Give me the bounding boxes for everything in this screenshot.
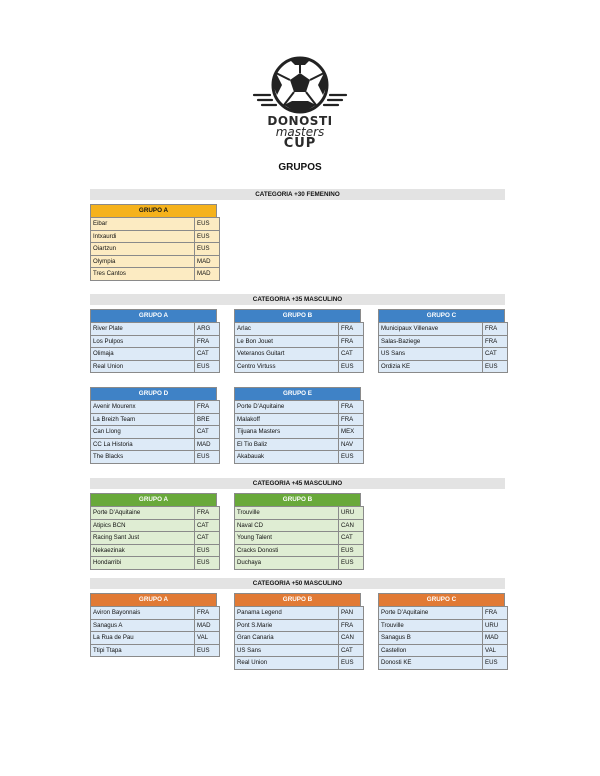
team-region-code: FRA [195,401,220,414]
team-region-code: EUS [339,451,364,464]
group-table [90,387,217,464]
team-region-code: EUS [339,657,364,670]
team-name: Porte D'Aquitaine [91,507,195,520]
group-table [90,309,217,373]
team-region-code: FRA [339,413,364,426]
team-region-code: EUS [339,544,364,557]
team-row [91,243,220,256]
team-name: Real Union [235,657,339,670]
team-name: Tijuana Masters [235,426,339,439]
category-title: CATEGORIA +50 MASCULINO [90,578,505,589]
team-row [91,557,220,570]
team-region-code: PAN [339,607,364,620]
group-table [234,387,361,464]
team-row [235,657,364,670]
team-name: Gran Canaria [235,632,339,645]
team-row [235,507,364,520]
team-row [235,360,364,373]
category-title: CATEGORIA +45 MASCULINO [90,478,505,489]
team-name: Intxaurdi [91,230,195,243]
group-header: GRUPO C [378,593,505,606]
team-region-code: EUS [195,360,220,373]
group-header: GRUPO C [378,309,505,322]
team-row [91,218,220,231]
group-header: GRUPO A [90,204,217,217]
team-row [91,438,220,451]
group-table [378,593,505,670]
team-name: Veteranos Guitart [235,348,339,361]
team-row [91,348,220,361]
team-name: River Plate [91,323,195,336]
team-name: Le Bon Jouet [235,335,339,348]
team-region-code: EUS [483,657,508,670]
team-row [91,544,220,557]
team-name: Hondarribi [91,557,195,570]
team-region-code: EUS [195,451,220,464]
team-region-code: URU [339,507,364,520]
team-region-code: VAL [195,632,220,645]
team-region-code: EUS [339,360,364,373]
team-region-code: CAN [339,632,364,645]
group-header: GRUPO A [90,593,217,606]
team-row [379,607,508,620]
team-name: Cracks Donosti [235,544,339,557]
team-row [235,335,364,348]
team-name: Olimaja [91,348,195,361]
team-region-code: VAL [483,644,508,657]
team-region-code: FRA [339,323,364,336]
team-row [91,268,220,281]
team-row [379,323,508,336]
group-header: GRUPO A [90,493,217,506]
donosti-masters-cup-logo [250,55,350,155]
group-header: GRUPO B [234,309,361,322]
team-name: Oiartzun [91,243,195,256]
team-name: La Rua de Pau [91,632,195,645]
group-table [90,593,217,657]
team-name: Panama Legend [235,607,339,620]
logo-line-cup: CUP [283,136,317,151]
team-row [379,632,508,645]
team-row [235,607,364,620]
team-region-code: CAT [195,532,220,545]
team-row [235,519,364,532]
category-title: CATEGORIA +35 MASCULINO [90,294,505,305]
team-name: Trouville [235,507,339,520]
team-name: Porte D'Aquitaine [235,401,339,414]
group-header: GRUPO B [234,493,361,506]
team-region-code: EUS [195,557,220,570]
team-row [235,438,364,451]
team-region-code: FRA [195,335,220,348]
team-name: Naval CD [235,519,339,532]
team-region-code: FRA [483,607,508,620]
team-row [235,323,364,336]
team-row [235,426,364,439]
team-region-code: FRA [339,401,364,414]
team-row [91,519,220,532]
team-row [379,335,508,348]
team-name: Sanagus B [379,632,483,645]
team-name: Donosti KE [379,657,483,670]
team-row [91,255,220,268]
team-row [91,451,220,464]
team-region-code: MAD [195,255,220,268]
team-region-code: EUS [195,230,220,243]
team-region-code: FRA [483,335,508,348]
team-name: Akabauak [235,451,339,464]
team-region-code: CAT [195,348,220,361]
team-name: Castellon [379,644,483,657]
logo-line-donosti: DONOSTI [267,114,333,128]
team-region-code: FRA [195,607,220,620]
team-name: Centro Virtuss [235,360,339,373]
team-row [235,557,364,570]
team-name: Malakoff [235,413,339,426]
team-row [91,323,220,336]
logo-line-masters: masters [275,125,325,139]
team-name: Duchaya [235,557,339,570]
team-region-code: EUS [339,557,364,570]
group-header: GRUPO E [234,387,361,400]
group-table [90,493,217,570]
soccer-ball-icon [250,55,350,117]
team-name: Trouville [379,619,483,632]
team-name: El Tio Baliz [235,438,339,451]
team-row [379,619,508,632]
group-header: GRUPO A [90,309,217,322]
team-row [235,619,364,632]
group-header: GRUPO B [234,593,361,606]
team-name: Racing Sant Just [91,532,195,545]
team-name: Los Pulpos [91,335,195,348]
team-name: Salas-Baziege [379,335,483,348]
team-row [379,360,508,373]
team-row [91,632,220,645]
team-region-code: MAD [195,438,220,451]
team-region-code: ARG [195,323,220,336]
team-region-code: CAN [339,519,364,532]
team-name: US Sans [235,644,339,657]
team-name: US Sans [379,348,483,361]
team-name: CC La Historia [91,438,195,451]
team-name: Ordizia KE [379,360,483,373]
team-row [91,532,220,545]
team-row [91,413,220,426]
team-name: Real Union [91,360,195,373]
team-region-code: EUS [483,360,508,373]
team-row [379,657,508,670]
team-row [91,401,220,414]
group-table [234,593,361,670]
team-name: Tres Cantos [91,268,195,281]
category-section [90,189,505,277]
group-table [90,204,217,281]
category-section [90,294,505,460]
team-row [91,335,220,348]
team-row [91,230,220,243]
team-row [379,644,508,657]
team-name: La Breizh Team [91,413,195,426]
team-row [91,360,220,373]
team-name: Avenir Mourenx [91,401,195,414]
team-name: Aviron Bayonnais [91,607,195,620]
team-name: Ttipi Ttapa [91,644,195,657]
team-row [235,544,364,557]
team-row [91,507,220,520]
team-row [91,607,220,620]
team-name: Municipaux Villenave [379,323,483,336]
team-name: Nekaezinak [91,544,195,557]
team-region-code: EUS [195,544,220,557]
team-name: Atipics BCN [91,519,195,532]
team-name: Can Llong [91,426,195,439]
team-region-code: CAT [195,519,220,532]
team-row [91,426,220,439]
team-region-code: MAD [195,268,220,281]
team-region-code: EUS [195,218,220,231]
team-name: Arlac [235,323,339,336]
team-name: Eibar [91,218,195,231]
team-row [235,451,364,464]
team-region-code: NAV [339,438,364,451]
team-region-code: URU [483,619,508,632]
team-region-code: MAD [483,632,508,645]
group-table [378,309,505,373]
page-title: GRUPOS [278,162,322,173]
group-table [234,493,361,570]
team-name: Olympia [91,255,195,268]
team-row [235,644,364,657]
team-name: Young Talent [235,532,339,545]
team-region-code: FRA [339,335,364,348]
category-section [90,478,505,566]
team-region-code: CAT [339,644,364,657]
team-row [235,348,364,361]
group-header: GRUPO D [90,387,217,400]
team-row [379,348,508,361]
team-region-code: EUS [195,644,220,657]
team-region-code: MAD [195,619,220,632]
team-name: Pont S.Marie [235,619,339,632]
team-name: Porte D'Aquitaine [379,607,483,620]
team-row [91,644,220,657]
team-region-code: CAT [483,348,508,361]
group-table [234,309,361,373]
team-region-code: EUS [195,243,220,256]
team-region-code: CAT [195,426,220,439]
team-region-code: BRE [195,413,220,426]
team-row [235,532,364,545]
team-name: Sanagus A [91,619,195,632]
team-region-code: CAT [339,532,364,545]
team-row [235,413,364,426]
category-title: CATEGORIA +30 FEMENINO [90,189,505,200]
team-row [91,619,220,632]
team-region-code: MEX [339,426,364,439]
team-region-code: FRA [339,619,364,632]
team-region-code: CAT [339,348,364,361]
category-section [90,578,505,666]
team-region-code: FRA [483,323,508,336]
team-row [235,401,364,414]
team-name: The Blacks [91,451,195,464]
team-region-code: FRA [195,507,220,520]
team-row [235,632,364,645]
